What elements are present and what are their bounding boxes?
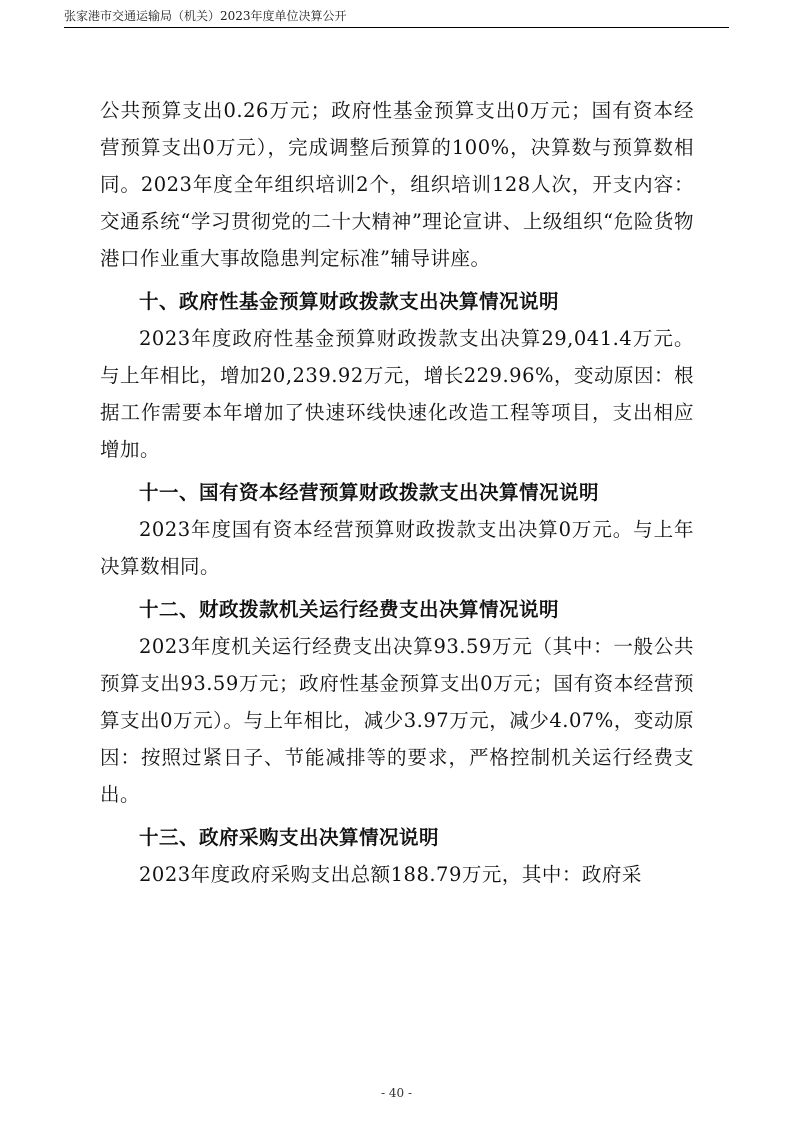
section-body-12: 2023年度机关运行经费支出决算93.59万元（其中：一般公共预算支出93.59万元；政府性基金预算支出0万元；国有资本经营预算支出0万元）。与上年相比，减少3.97万元，减少4.07%，变动原因：按照过紧日子、节能减排等的要求，严格控制机关运行经费支出。 bbox=[100, 635, 694, 806]
section-heading-11: 十一、国有资本经营预算财政拨款支出决算情况说明 bbox=[139, 481, 600, 504]
section-body-10: 2023年度政府性基金预算财政拨款支出决算29,041.4万元。与上年相比，增加20,239.92万元，增长229.96%，变动原因：根据工作需要本年增加了快速环线快速化改造工程等项目，支出相应增加。 bbox=[100, 327, 695, 461]
paragraph-continued: 公共预算支出0.26万元；政府性基金预算支出0万元；国有资本经营预算支出0万元），完成调整后预算的100%，决算数与预算数相同。2023年度全年组织培训2个，组织培训128人次，开支内容：交通系统“学习贯彻党的二十大精神”理论宣讲、上级组织“危险货物港口作业重大事故隐患判定标准”辅导讲座。 bbox=[100, 99, 694, 270]
section-body-13: 2023年度政府采购支出总额188.79万元，其中：政府采 bbox=[139, 863, 642, 886]
document-body bbox=[100, 92, 694, 893]
section-heading-10: 十、政府性基金预算财政拨款支出决算情况说明 bbox=[139, 290, 560, 313]
page-footer bbox=[0, 1086, 793, 1100]
section-heading-12: 十二、财政拨款机关运行经费支出决算情况说明 bbox=[139, 598, 560, 621]
section-heading-13: 十三、政府采购支出决算情况说明 bbox=[139, 826, 440, 849]
page-header bbox=[64, 8, 729, 28]
section-body-11: 2023年度国有资本经营预算财政拨款支出决算0万元。与上年决算数相同。 bbox=[100, 518, 694, 578]
header-title: 张家港市交通运输局（机关）2023年度单位决算公开 bbox=[64, 9, 347, 23]
page-number: - 40 - bbox=[380, 1086, 412, 1100]
